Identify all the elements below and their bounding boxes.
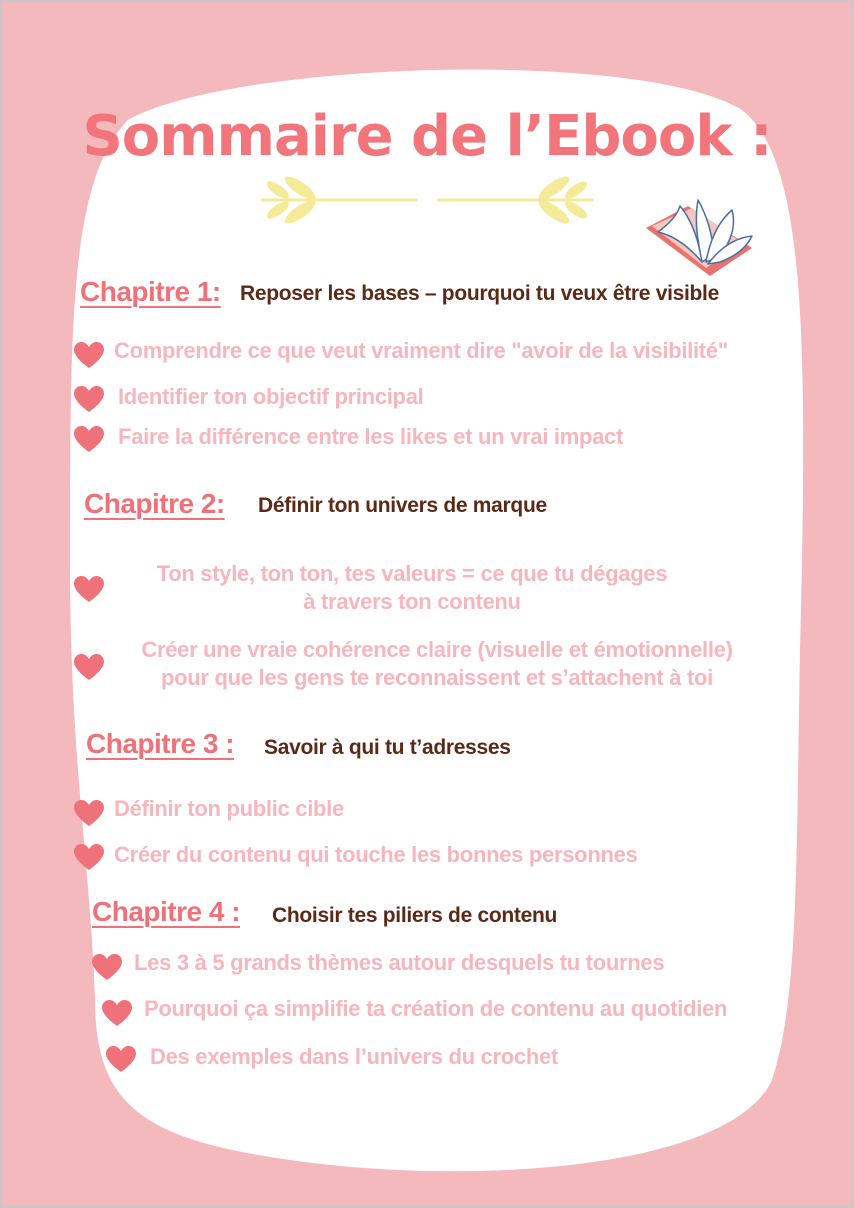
heart-icon — [74, 426, 104, 454]
list-item — [112, 636, 762, 692]
heart-icon — [92, 954, 122, 982]
chapter-3-subtitle: Savoir à qui tu t’adresses — [264, 736, 511, 759]
list-item — [112, 560, 712, 616]
chapter-3-label: Chapitre 3 : — [86, 728, 235, 759]
list-item-text: Faire la différence entre les likes et un vrai impact — [118, 424, 623, 449]
list-item-text: à travers ton contenu — [303, 589, 521, 614]
heart-icon — [74, 386, 104, 414]
heart-icon — [74, 654, 104, 682]
list-item — [114, 338, 728, 364]
open-book-icon — [640, 192, 760, 282]
list-item-text: Les 3 à 5 grands thèmes autour desquels tu tournes — [134, 950, 665, 975]
heart-icon — [102, 1000, 132, 1028]
list-item-text: Créer du contenu qui touche les bonnes personnes — [114, 842, 638, 867]
list-item-text: Créer une vraie cohérence claire (visuelle et émotionnelle) — [141, 637, 733, 662]
list-item — [144, 996, 727, 1022]
heart-icon — [74, 844, 104, 872]
heart-icon — [74, 342, 104, 370]
heart-icon — [74, 576, 104, 604]
list-item — [118, 424, 623, 450]
chapter-2-label: Chapitre 2: — [84, 488, 225, 519]
list-item — [150, 1044, 558, 1070]
list-item — [114, 796, 344, 822]
chapter-1-label: Chapitre 1: — [80, 276, 221, 307]
chapter-2-subtitle: Définir ton univers de marque — [258, 494, 547, 517]
list-item — [118, 384, 423, 410]
list-item — [114, 842, 637, 868]
list-item-text: Comprendre ce que veut vraiment dire "avoir de la visibilité" — [114, 338, 728, 363]
page-title: Sommaire de l’Ebook : — [82, 104, 772, 169]
heart-icon — [106, 1046, 136, 1074]
list-item-text: Définir ton public cible — [114, 796, 344, 821]
list-item-text: Ton style, ton ton, tes valeurs = ce que tu dégages — [156, 561, 668, 586]
chapter-4-subtitle: Choisir tes piliers de contenu — [272, 904, 558, 927]
laurel-divider-icon — [256, 168, 596, 228]
list-item — [134, 950, 664, 976]
list-item-text: Identifier ton objectif principal — [118, 384, 424, 409]
chapter-4-label: Chapitre 4 : — [92, 896, 241, 927]
list-item-text: Pourquoi ça simplifie ta création de contenu au quotidien — [144, 996, 728, 1021]
list-item-text: pour que les gens te reconnaissent et s’attachent à toi — [161, 665, 713, 690]
list-item-text: Des exemples dans l’univers du crochet — [150, 1044, 558, 1069]
heart-icon — [74, 800, 104, 828]
chapter-1-subtitle: Reposer les bases – pourquoi tu veux être visible — [240, 282, 719, 305]
